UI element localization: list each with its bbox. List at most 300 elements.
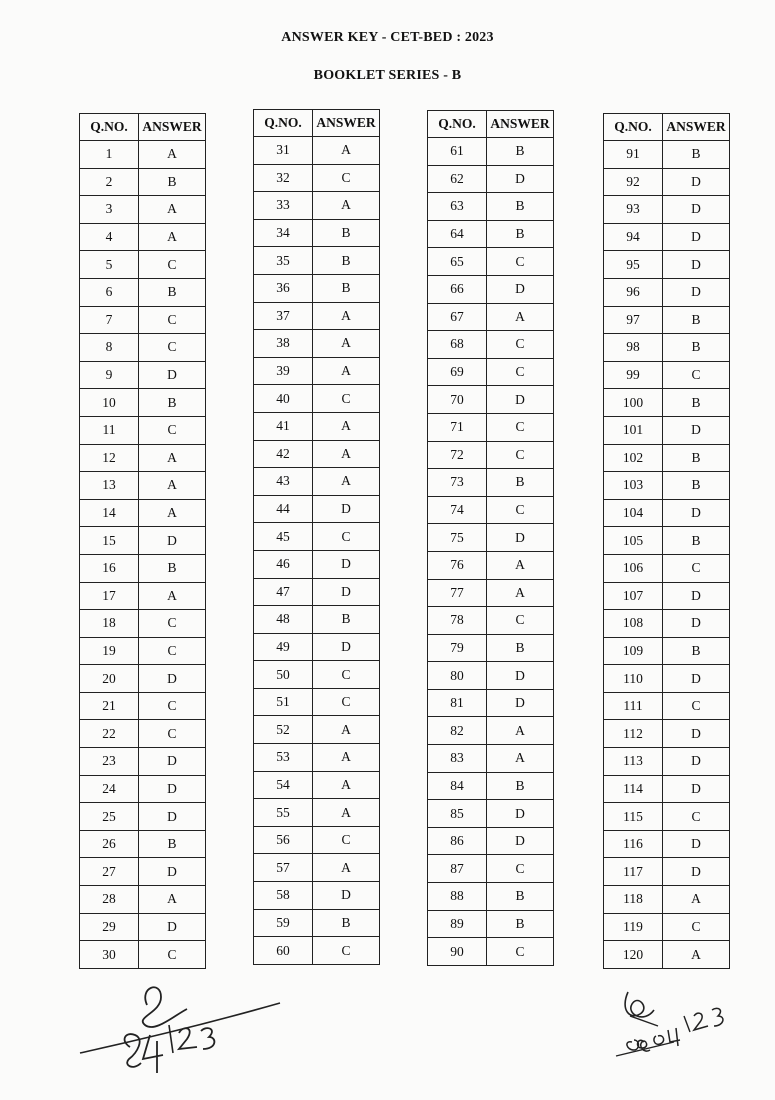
answer-cell: C <box>139 416 206 444</box>
question-number: 95 <box>604 251 663 279</box>
answer-cell: B <box>487 772 554 800</box>
question-number: 110 <box>604 665 663 693</box>
table-row <box>428 855 554 883</box>
question-number: 91 <box>604 141 663 169</box>
answer-cell: D <box>663 196 730 224</box>
table-row <box>428 138 554 166</box>
table-row <box>80 389 206 417</box>
question-number: 75 <box>428 524 487 552</box>
answer-cell: B <box>487 220 554 248</box>
table-row <box>428 220 554 248</box>
table-row <box>254 937 380 965</box>
question-number: 17 <box>80 582 139 610</box>
question-number: 31 <box>254 137 313 165</box>
question-number: 114 <box>604 775 663 803</box>
answer-cell: D <box>139 665 206 693</box>
answer-cell: D <box>487 524 554 552</box>
table-row <box>254 606 380 634</box>
table-row <box>80 527 206 555</box>
answer-cell: D <box>139 361 206 389</box>
answer-cell: D <box>663 582 730 610</box>
question-number: 87 <box>428 855 487 883</box>
answer-cell: A <box>313 302 380 330</box>
table-row <box>254 854 380 882</box>
question-number: 116 <box>604 830 663 858</box>
answer-cell: D <box>663 223 730 251</box>
question-number: 43 <box>254 468 313 496</box>
question-number: 55 <box>254 799 313 827</box>
table-row <box>80 886 206 914</box>
question-number: 6 <box>80 278 139 306</box>
question-number: 60 <box>254 937 313 965</box>
answer-cell: D <box>313 550 380 578</box>
answer-table-4 <box>603 113 730 969</box>
answer-cell: B <box>139 168 206 196</box>
table-row <box>428 386 554 414</box>
table-row <box>428 524 554 552</box>
question-number: 83 <box>428 745 487 773</box>
question-number: 21 <box>80 692 139 720</box>
question-number: 113 <box>604 748 663 776</box>
question-number: 96 <box>604 278 663 306</box>
answer-cell: D <box>663 720 730 748</box>
answer-cell: A <box>313 412 380 440</box>
answer-cell: D <box>139 858 206 886</box>
answer-cell: D <box>313 633 380 661</box>
table-row <box>604 665 730 693</box>
answer-cell: C <box>139 692 206 720</box>
answer-cell: C <box>139 251 206 279</box>
question-number: 34 <box>254 219 313 247</box>
table-row <box>428 331 554 359</box>
table-row <box>254 633 380 661</box>
answer-cell: B <box>139 278 206 306</box>
question-number: 25 <box>80 803 139 831</box>
question-number: 106 <box>604 554 663 582</box>
question-number: 7 <box>80 306 139 334</box>
question-number: 44 <box>254 495 313 523</box>
answer-header: ANSWER <box>313 110 380 137</box>
table-row <box>604 692 730 720</box>
question-number: 35 <box>254 247 313 275</box>
table-row <box>80 444 206 472</box>
table-row <box>604 141 730 169</box>
answer-cell: A <box>139 886 206 914</box>
answer-cell: D <box>313 578 380 606</box>
question-number: 90 <box>428 938 487 966</box>
table-row <box>254 495 380 523</box>
table-row <box>604 775 730 803</box>
question-number: 63 <box>428 193 487 221</box>
table-row <box>80 141 206 169</box>
answer-cell: A <box>487 551 554 579</box>
table-row <box>604 334 730 362</box>
answer-cell: A <box>487 579 554 607</box>
table-row <box>604 361 730 389</box>
question-number: 100 <box>604 389 663 417</box>
answer-cell: B <box>313 219 380 247</box>
question-number: 111 <box>604 692 663 720</box>
table-row <box>428 551 554 579</box>
question-number: 8 <box>80 334 139 362</box>
table-row <box>428 441 554 469</box>
table-row <box>604 913 730 941</box>
table-row <box>80 251 206 279</box>
answer-cell: A <box>313 799 380 827</box>
table-row <box>254 385 380 413</box>
question-number: 79 <box>428 634 487 662</box>
answer-cell: A <box>313 192 380 220</box>
answer-cell: B <box>663 527 730 555</box>
table-row <box>254 247 380 275</box>
question-number: 93 <box>604 196 663 224</box>
question-number: 117 <box>604 858 663 886</box>
table-row <box>604 803 730 831</box>
question-number: 72 <box>428 441 487 469</box>
answer-cell: A <box>313 137 380 165</box>
table-row <box>604 720 730 748</box>
question-number: 65 <box>428 248 487 276</box>
question-number: 89 <box>428 910 487 938</box>
answer-cell: C <box>139 637 206 665</box>
table-row <box>254 909 380 937</box>
table-row <box>604 527 730 555</box>
question-number: 15 <box>80 527 139 555</box>
answer-cell: C <box>313 826 380 854</box>
table-row <box>604 444 730 472</box>
question-number: 14 <box>80 499 139 527</box>
question-number: 46 <box>254 550 313 578</box>
table-row <box>428 689 554 717</box>
question-number: 27 <box>80 858 139 886</box>
question-number: 4 <box>80 223 139 251</box>
question-number: 78 <box>428 607 487 635</box>
page-title: ANSWER KEY - CET-BED : 2023 <box>281 30 494 45</box>
table-row <box>254 771 380 799</box>
question-number: 103 <box>604 472 663 500</box>
table-row <box>604 941 730 969</box>
table-row <box>80 665 206 693</box>
question-number: 97 <box>604 306 663 334</box>
table-row <box>254 219 380 247</box>
answer-cell: D <box>663 830 730 858</box>
answer-cell: D <box>663 610 730 638</box>
booklet-series: BOOKLET SERIES - B <box>313 68 462 83</box>
answer-cell: A <box>313 744 380 772</box>
answer-cell: D <box>139 913 206 941</box>
table-row <box>428 800 554 828</box>
question-number: 112 <box>604 720 663 748</box>
question-number: 71 <box>428 413 487 441</box>
question-number: 64 <box>428 220 487 248</box>
answer-cell: D <box>139 775 206 803</box>
answer-cell: B <box>663 637 730 665</box>
answer-cell: B <box>487 910 554 938</box>
table-row <box>80 223 206 251</box>
answer-cell: A <box>313 468 380 496</box>
answer-cell: A <box>139 223 206 251</box>
question-number: 73 <box>428 469 487 497</box>
answer-cell: D <box>663 665 730 693</box>
table-row <box>604 223 730 251</box>
table-row <box>428 745 554 773</box>
answer-cell: C <box>487 441 554 469</box>
answer-cell: C <box>139 941 206 969</box>
answer-cell: A <box>313 357 380 385</box>
question-number: 29 <box>80 913 139 941</box>
answer-cell: C <box>663 692 730 720</box>
question-number: 50 <box>254 661 313 689</box>
question-number: 20 <box>80 665 139 693</box>
question-number: 52 <box>254 716 313 744</box>
answer-header: ANSWER <box>487 111 554 138</box>
table-row <box>254 550 380 578</box>
question-number: 51 <box>254 688 313 716</box>
table-row <box>254 440 380 468</box>
answer-cell: A <box>313 440 380 468</box>
table-row <box>80 913 206 941</box>
table-row <box>80 775 206 803</box>
question-number: 48 <box>254 606 313 634</box>
table-row <box>428 275 554 303</box>
table-row <box>428 607 554 635</box>
question-number: 94 <box>604 223 663 251</box>
table-row <box>254 192 380 220</box>
table-row <box>604 472 730 500</box>
answer-cell: C <box>487 358 554 386</box>
table-row <box>428 662 554 690</box>
question-number: 102 <box>604 444 663 472</box>
question-number: 104 <box>604 499 663 527</box>
table-row <box>428 883 554 911</box>
answer-cell: B <box>139 554 206 582</box>
table-row <box>254 744 380 772</box>
question-number: 32 <box>254 164 313 192</box>
answer-cell: D <box>663 499 730 527</box>
answer-cell: C <box>487 855 554 883</box>
answer-cell: D <box>663 278 730 306</box>
answer-cell: D <box>313 495 380 523</box>
table-row <box>254 882 380 910</box>
question-number: 1 <box>80 141 139 169</box>
answer-cell: C <box>487 938 554 966</box>
answer-cell: C <box>313 385 380 413</box>
question-number: 57 <box>254 854 313 882</box>
question-number: 101 <box>604 416 663 444</box>
question-number: 105 <box>604 527 663 555</box>
question-number: 59 <box>254 909 313 937</box>
answer-cell: A <box>139 499 206 527</box>
question-number: 11 <box>80 416 139 444</box>
question-number: 85 <box>428 800 487 828</box>
table-row <box>428 496 554 524</box>
table-row <box>80 748 206 776</box>
question-number: 67 <box>428 303 487 331</box>
answer-cell: C <box>313 688 380 716</box>
question-number: 54 <box>254 771 313 799</box>
question-number: 36 <box>254 274 313 302</box>
qno-header: Q.NO. <box>254 110 313 137</box>
question-number: 24 <box>80 775 139 803</box>
table-row <box>80 196 206 224</box>
table-row <box>80 361 206 389</box>
table-row <box>604 830 730 858</box>
table-row <box>428 938 554 966</box>
answer-cell: D <box>139 748 206 776</box>
table-row <box>604 306 730 334</box>
table-row <box>80 720 206 748</box>
answer-cell: B <box>313 909 380 937</box>
answer-cell: A <box>139 196 206 224</box>
question-number: 115 <box>604 803 663 831</box>
question-number: 120 <box>604 941 663 969</box>
answer-cell: B <box>313 274 380 302</box>
answer-cell: B <box>313 247 380 275</box>
answer-cell: A <box>139 472 206 500</box>
question-number: 61 <box>428 138 487 166</box>
table-row <box>428 165 554 193</box>
answer-cell: D <box>487 689 554 717</box>
table-row <box>428 469 554 497</box>
question-number: 19 <box>80 637 139 665</box>
answer-cell: B <box>487 193 554 221</box>
answer-cell: A <box>139 582 206 610</box>
answer-cell: B <box>663 389 730 417</box>
answer-cell: D <box>663 168 730 196</box>
answer-cell: D <box>487 827 554 855</box>
question-number: 77 <box>428 579 487 607</box>
question-number: 41 <box>254 412 313 440</box>
question-number: 23 <box>80 748 139 776</box>
answer-cell: B <box>663 444 730 472</box>
answer-cell: C <box>487 331 554 359</box>
question-number: 107 <box>604 582 663 610</box>
question-number: 3 <box>80 196 139 224</box>
answer-cell: A <box>313 716 380 744</box>
question-number: 45 <box>254 523 313 551</box>
answer-cell: D <box>487 165 554 193</box>
question-number: 38 <box>254 330 313 358</box>
answer-cell: D <box>487 800 554 828</box>
table-row <box>254 330 380 358</box>
table-row <box>604 499 730 527</box>
question-number: 2 <box>80 168 139 196</box>
question-number: 40 <box>254 385 313 413</box>
question-number: 22 <box>80 720 139 748</box>
table-row <box>428 717 554 745</box>
answer-cell: C <box>487 413 554 441</box>
answer-header: ANSWER <box>139 114 206 141</box>
question-number: 39 <box>254 357 313 385</box>
table-row <box>428 579 554 607</box>
table-row <box>80 858 206 886</box>
table-row <box>80 168 206 196</box>
answer-cell: D <box>663 775 730 803</box>
table-row <box>80 416 206 444</box>
answer-cell: B <box>487 883 554 911</box>
question-number: 10 <box>80 389 139 417</box>
question-number: 82 <box>428 717 487 745</box>
question-number: 5 <box>80 251 139 279</box>
question-number: 118 <box>604 886 663 914</box>
question-number: 30 <box>80 941 139 969</box>
answer-cell: B <box>663 306 730 334</box>
answer-cell: A <box>487 303 554 331</box>
table-row <box>80 278 206 306</box>
table-row <box>80 830 206 858</box>
table-row <box>254 523 380 551</box>
table-row <box>604 886 730 914</box>
question-number: 84 <box>428 772 487 800</box>
answer-cell: A <box>313 854 380 882</box>
question-number: 66 <box>428 275 487 303</box>
answer-cell: A <box>139 141 206 169</box>
answer-header: ANSWER <box>663 114 730 141</box>
table-row <box>80 306 206 334</box>
question-number: 98 <box>604 334 663 362</box>
answer-cell: C <box>313 661 380 689</box>
question-number: 80 <box>428 662 487 690</box>
answer-cell: B <box>487 138 554 166</box>
question-number: 37 <box>254 302 313 330</box>
table-row <box>80 499 206 527</box>
table-row <box>604 858 730 886</box>
table-row <box>604 582 730 610</box>
table-row <box>254 826 380 854</box>
table-row <box>254 274 380 302</box>
answer-cell: B <box>139 389 206 417</box>
answer-cell: D <box>663 416 730 444</box>
table-row <box>254 357 380 385</box>
table-row <box>80 941 206 969</box>
signature-left <box>75 975 295 1085</box>
table-row <box>428 358 554 386</box>
table-row <box>604 168 730 196</box>
answer-cell: B <box>487 634 554 662</box>
table-row <box>254 799 380 827</box>
answer-cell: D <box>487 662 554 690</box>
table-row <box>80 610 206 638</box>
answer-cell: C <box>139 610 206 638</box>
question-number: 99 <box>604 361 663 389</box>
answer-cell: B <box>663 141 730 169</box>
table-row <box>604 196 730 224</box>
question-number: 70 <box>428 386 487 414</box>
answer-cell: C <box>139 720 206 748</box>
table-row <box>604 637 730 665</box>
answer-cell: D <box>139 803 206 831</box>
question-number: 76 <box>428 551 487 579</box>
answer-table-1 <box>79 113 206 969</box>
table-row <box>254 578 380 606</box>
qno-header: Q.NO. <box>80 114 139 141</box>
answer-table-3 <box>427 110 554 966</box>
table-row <box>604 748 730 776</box>
question-number: 42 <box>254 440 313 468</box>
question-number: 86 <box>428 827 487 855</box>
question-number: 109 <box>604 637 663 665</box>
answer-cell: C <box>663 554 730 582</box>
table-row <box>428 193 554 221</box>
question-number: 68 <box>428 331 487 359</box>
question-number: 62 <box>428 165 487 193</box>
question-number: 108 <box>604 610 663 638</box>
question-number: 119 <box>604 913 663 941</box>
answer-cell: D <box>487 275 554 303</box>
answer-cell: C <box>663 361 730 389</box>
table-row <box>254 716 380 744</box>
question-number: 58 <box>254 882 313 910</box>
